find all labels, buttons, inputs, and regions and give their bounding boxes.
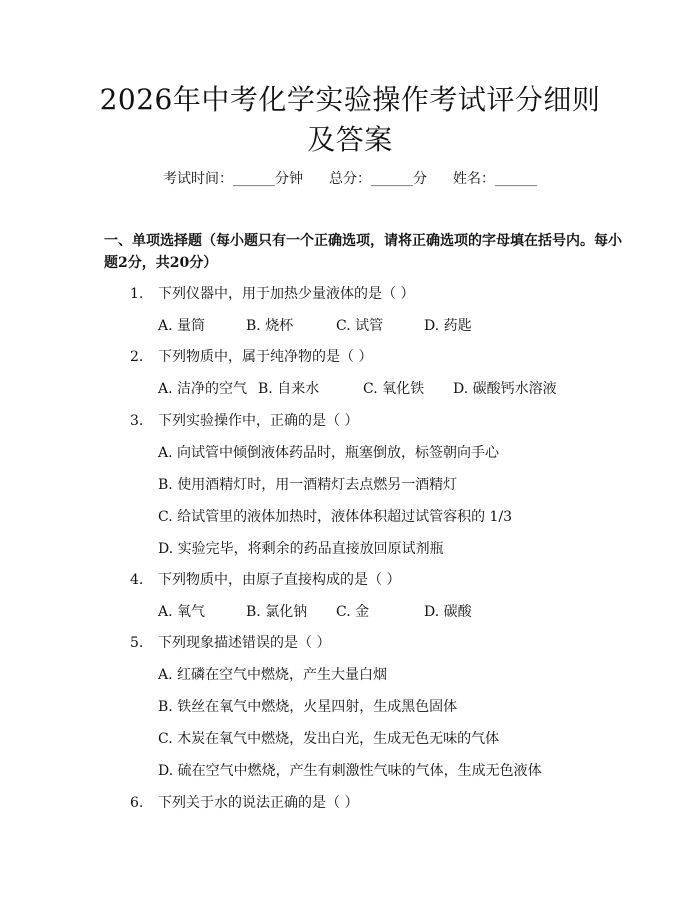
option-a: A. 红磷在空气中燃烧，产生大量白烟 [158, 667, 388, 683]
question-3 [130, 410, 358, 430]
option-d: D. 碳酸钙水溶液 [453, 381, 557, 397]
question-stem: 下列实验操作中，正确的是（ ） [158, 413, 359, 429]
option-a: A. 量筒 [158, 318, 206, 334]
question-5 [130, 632, 330, 652]
option-c: C. 给试管里的液体加热时，液体体积超过试管容积的 1/3 [158, 509, 513, 525]
question-number: 2. [130, 349, 144, 365]
question-number: 1. [130, 286, 144, 302]
option-c: C. 试管 [336, 318, 384, 334]
option-d: D. 药匙 [424, 318, 472, 334]
exam-info-row [0, 168, 700, 188]
student-name-field: 姓名：______ [453, 171, 537, 187]
question-stem: 下列物质中，属于纯净物的是（ ） [158, 349, 373, 365]
question-2 [130, 346, 372, 366]
question-number: 3. [130, 413, 144, 429]
option-b: B. 烧杯 [246, 318, 294, 334]
option-d: D. 碳酸 [424, 604, 472, 620]
option-b: B. 氯化钠 [246, 604, 308, 620]
option-c: C. 木炭在氧气中燃烧，发出白光，生成无色无味的气体 [158, 731, 500, 747]
total-score-field: 总分：______分 [329, 171, 427, 187]
exam-time-field: 考试时间：______分钟 [163, 171, 303, 187]
section-heading: 一、单项选择题（每小题只有一个正确选项，请将正确选项的字母填在括号内。每小题2分，共20分） [104, 233, 622, 271]
question-stem: 下列物质中，由原子直接构成的是（ ） [158, 572, 401, 588]
option-d: D. 实验完毕，将剩余的药品直接放回原试剂瓶 [158, 541, 444, 557]
question-1 [130, 283, 414, 303]
option-c: C. 金 [336, 604, 370, 620]
question-number: 6. [130, 795, 144, 811]
option-c: C. 氧化铁 [363, 381, 425, 397]
question-stem: 下列仪器中，用于加热少量液体的是（ ） [158, 286, 415, 302]
option-a: A. 向试管中倾倒液体药品时，瓶塞倒放，标签朝向手心 [158, 445, 500, 461]
question-stem: 下列现象描述错误的是（ ） [158, 635, 331, 651]
option-b: B. 使用酒精灯时，用一酒精灯去点燃另一酒精灯 [158, 477, 458, 493]
question-stem: 下列关于水的说法正确的是（ ） [158, 795, 359, 811]
question-number: 5. [130, 635, 144, 651]
option-a: A. 洁净的空气 [158, 381, 248, 397]
option-a: A. 氧气 [158, 604, 206, 620]
page-title: 2026年中考化学实验操作考试评分细则及答案 [99, 83, 601, 156]
question-6 [130, 792, 358, 812]
question-number: 4. [130, 572, 144, 588]
option-b: B. 铁丝在氧气中燃烧，火星四射，生成黑色固体 [158, 699, 458, 715]
question-4 [130, 569, 400, 589]
option-d: D. 硫在空气中燃烧，产生有刺激性气味的气体，生成无色液体 [158, 763, 542, 779]
option-b: B. 自来水 [258, 381, 320, 397]
